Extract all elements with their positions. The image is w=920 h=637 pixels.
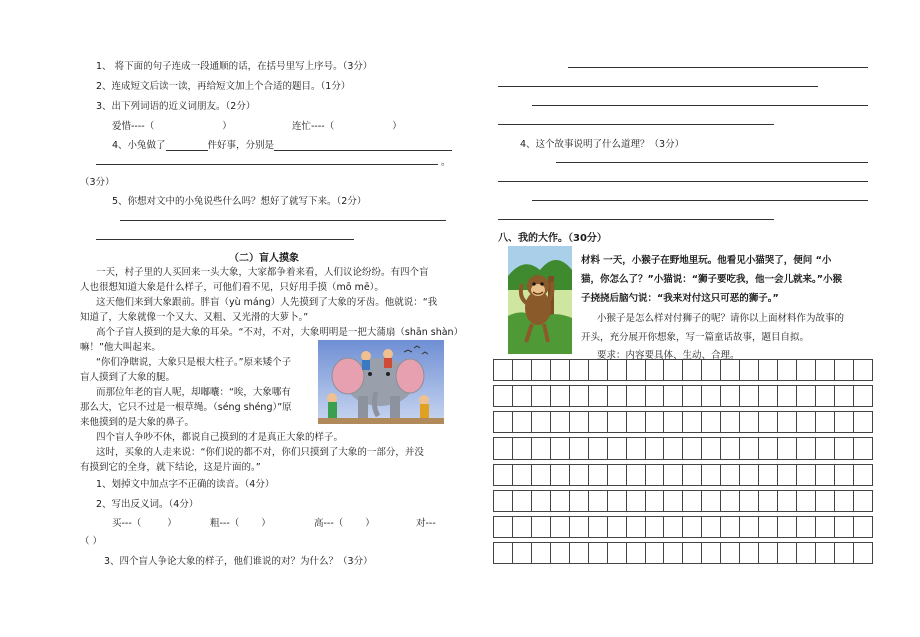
grid-cell[interactable] (494, 516, 513, 537)
grid-cell[interactable] (815, 542, 834, 563)
grid-cell[interactable] (740, 438, 759, 459)
grid-cell[interactable] (512, 438, 531, 459)
grid-cell[interactable] (834, 516, 853, 537)
grid-cell[interactable] (683, 542, 702, 563)
antonym-buy (112, 515, 177, 529)
antonym-buy-label: 买---（ (112, 518, 142, 529)
grid-cell[interactable] (702, 360, 721, 381)
grid-cell[interactable] (607, 542, 626, 563)
grid-cell[interactable] (664, 542, 683, 563)
grid-cell[interactable] (815, 516, 834, 537)
grid-cell[interactable] (664, 360, 683, 381)
passage-line-6: 嘛！”他大叫起来。 (80, 342, 161, 353)
passage-line-11: 来他摸到的是大象的鼻子。 (80, 417, 195, 428)
grid-cell[interactable] (645, 464, 664, 485)
q4-answer-blank[interactable] (274, 141, 452, 151)
grid-cell[interactable] (531, 490, 550, 511)
passage-line-4: 知道了，大象就像一个又大、又粗、又光滑的大萝卜。” (80, 312, 309, 323)
grid-cell[interactable] (607, 490, 626, 511)
grid-cell[interactable] (815, 438, 834, 459)
grid-cell[interactable] (512, 542, 531, 563)
grid-cell[interactable] (834, 386, 853, 407)
grid-cell[interactable] (683, 464, 702, 485)
grid-cell[interactable] (853, 542, 872, 563)
grid-cell[interactable] (550, 438, 569, 459)
grid-cell[interactable] (740, 412, 759, 433)
grid-cell[interactable] (645, 360, 664, 381)
grid-cell[interactable] (853, 516, 872, 537)
grid-cell[interactable] (815, 360, 834, 381)
grid-cell[interactable] (588, 516, 607, 537)
antonym-buy-close: ） (167, 518, 177, 529)
grid-cell[interactable] (740, 464, 759, 485)
grid-cell[interactable] (607, 360, 626, 381)
synonym-item-1 (112, 118, 232, 132)
question-1: 1、 将下面的句子连成一段通顺的话，在括号里写上序号。（3分） (96, 61, 373, 72)
grid-cell[interactable] (759, 386, 778, 407)
grid-cell[interactable] (853, 438, 872, 459)
synonym-item-2 (292, 118, 402, 132)
grid-cell[interactable] (702, 412, 721, 433)
question-4 (112, 137, 452, 151)
grid-cell[interactable] (683, 412, 702, 433)
grid-cell[interactable] (512, 464, 531, 485)
grid-cell[interactable] (512, 360, 531, 381)
grid-cell[interactable] (588, 386, 607, 407)
grid-cell[interactable] (588, 464, 607, 485)
grid-cell[interactable] (569, 490, 588, 511)
question-2: 2、连成短文后读一读，再给短文加上个合适的题目。（1分） (96, 81, 351, 92)
grid-cell[interactable] (759, 412, 778, 433)
q1-answer-line-3[interactable] (532, 105, 868, 106)
grid-cell[interactable] (607, 438, 626, 459)
grid-cell[interactable] (853, 386, 872, 407)
grid-cell[interactable] (740, 516, 759, 537)
grid-cell[interactable] (607, 412, 626, 433)
grid-cell[interactable] (512, 516, 531, 537)
antonym-thick-label: 粗---（ (210, 518, 240, 529)
grid-cell[interactable] (683, 360, 702, 381)
grid-cell[interactable] (494, 464, 513, 485)
grid-cell[interactable] (683, 386, 702, 407)
synonym-label-1: 爱惜----（ (112, 121, 155, 132)
grid-cell[interactable] (512, 490, 531, 511)
grid-cell[interactable] (531, 412, 550, 433)
grid-row (494, 490, 873, 511)
q1-answer-line-2[interactable] (498, 86, 818, 87)
prompt-line-2: 开头，充分展开你想象，写一篇童话故事，题目自拟。 (581, 332, 810, 343)
grid-cell[interactable] (797, 516, 816, 537)
antonym-tall (314, 515, 375, 529)
grid-cell[interactable] (721, 412, 740, 433)
prompt-line-1: 小猴子是怎么样对付狮子的呢？请你以上面材料作为故事的 (597, 313, 845, 324)
antonym-thick (210, 515, 271, 529)
grid-cell[interactable] (626, 490, 645, 511)
elephant-illustration-icon (318, 340, 444, 424)
grid-cell[interactable] (721, 386, 740, 407)
grid-cell[interactable] (778, 438, 797, 459)
grid-cell[interactable] (645, 516, 664, 537)
synonym-label-2: 连忙----（ (292, 121, 335, 132)
question-3: 3、出下列词语的近义词朋友。（2分） (96, 101, 256, 112)
antonym-tall-close: ） (365, 518, 375, 529)
grid-cell[interactable] (853, 412, 872, 433)
grid-cell[interactable] (778, 516, 797, 537)
grid-cell[interactable] (815, 412, 834, 433)
grid-cell[interactable] (721, 542, 740, 563)
grid-cell[interactable] (797, 360, 816, 381)
grid-cell[interactable] (531, 360, 550, 381)
antonym-tall-label: 高---（ (314, 518, 344, 529)
grid-cell[interactable] (759, 490, 778, 511)
grid-cell[interactable] (740, 386, 759, 407)
grid-cell[interactable] (740, 542, 759, 563)
q4-middle: 件好事，分别是 (207, 140, 275, 151)
passage-line-8: 盲人摸到了大象的腿。 (80, 372, 176, 383)
passage-line-3: 这天他们来到大象跟前。胖盲（yù máng）人先摸到了大象的牙齿。他就说：“我 (96, 297, 438, 308)
grid-cell[interactable] (778, 464, 797, 485)
grid-row (494, 516, 873, 537)
grid-cell[interactable] (664, 412, 683, 433)
q4-reason-line-3[interactable] (532, 200, 868, 201)
grid-row (494, 438, 873, 459)
grid-cell[interactable] (778, 542, 797, 563)
grid-cell[interactable] (759, 360, 778, 381)
grid-cell[interactable] (721, 464, 740, 485)
q4-reason-line-1[interactable] (556, 162, 868, 163)
passage-line-12: 四个盲人争吵不休，都说自己摸到的才是真正大象的样子。 (96, 432, 344, 443)
grid-cell[interactable] (588, 360, 607, 381)
q4-prefix: 4、小兔做了 (112, 140, 166, 151)
grid-cell[interactable] (834, 412, 853, 433)
grid-cell[interactable] (626, 516, 645, 537)
grid-cell[interactable] (683, 516, 702, 537)
grid-cell[interactable] (569, 412, 588, 433)
grid-cell[interactable] (853, 490, 872, 511)
grid-cell[interactable] (778, 386, 797, 407)
grid-row (494, 464, 873, 485)
grid-cell[interactable] (550, 542, 569, 563)
grid-cell[interactable] (702, 490, 721, 511)
passage-question-3: 3、四个盲人争论大象的样子，他们谁说的对？为什么？（3分） (104, 556, 373, 567)
q5-answer-line-2[interactable] (96, 239, 354, 240)
grid-cell[interactable] (626, 438, 645, 459)
material-line-3: 子挠挠后脑勺说：“我来对付这只可恶的狮子。” (581, 293, 779, 304)
passage-question-2: 2、写出反义词。（4分） (96, 499, 199, 510)
grid-cell[interactable] (759, 542, 778, 563)
passage-line-9: 而那位年老的盲人呢，却嘟囔：“唉，大象哪有 (96, 387, 291, 398)
grid-cell[interactable] (531, 464, 550, 485)
grid-cell[interactable] (702, 386, 721, 407)
grid-row (494, 412, 873, 433)
grid-cell[interactable] (645, 386, 664, 407)
monkey-illustration-icon (508, 246, 572, 354)
grid-cell[interactable] (569, 386, 588, 407)
writing-grid[interactable] (493, 359, 873, 564)
grid-cell[interactable] (569, 464, 588, 485)
grid-cell[interactable] (740, 360, 759, 381)
grid-row (494, 360, 873, 381)
q5-answer-line-1[interactable] (120, 220, 446, 221)
q4-count-blank[interactable] (166, 141, 208, 151)
writing-grid-table[interactable] (493, 359, 873, 564)
grid-cell[interactable] (778, 490, 797, 511)
grid-cell[interactable] (626, 360, 645, 381)
grid-cell[interactable] (626, 412, 645, 433)
grid-cell[interactable] (512, 386, 531, 407)
grid-cell[interactable] (512, 412, 531, 433)
passage-line-2: 人也很想知道大象是什么样子，可他们看不见，只好用手摸（mō mē）。 (80, 282, 384, 293)
grid-cell[interactable] (797, 386, 816, 407)
antonym-thick-close: ） (261, 518, 271, 529)
section-8-title: 八、我的大作。（30分） (498, 233, 607, 244)
q4-reason-line-4[interactable] (498, 219, 774, 220)
material-line-2: 猫，你怎么了？”小猫说：“狮子要吃我，他一会儿就来。”小猴 (581, 274, 842, 285)
passage-question-1: 1、划掉文中加点字不正确的读音。（4分） (96, 479, 275, 490)
grid-cell[interactable] (778, 360, 797, 381)
grid-cell[interactable] (550, 386, 569, 407)
q4-score: （3分） (80, 177, 115, 188)
passage-line-13: 这时，买象的人走来说：“你们说的都不对，你们只摸到了大象的一部分，并没 (96, 447, 424, 458)
grid-cell[interactable] (550, 412, 569, 433)
grid-cell[interactable] (797, 438, 816, 459)
grid-cell[interactable] (853, 464, 872, 485)
grid-cell[interactable] (607, 516, 626, 537)
grid-cell[interactable] (664, 464, 683, 485)
passage-line-7: “你们净瞎说，大象只是根大柱子。”原来矮个子 (96, 357, 292, 368)
grid-cell[interactable] (702, 464, 721, 485)
grid-cell[interactable] (683, 490, 702, 511)
grid-cell[interactable] (721, 360, 740, 381)
antonym-right-answer[interactable]: （ ） (80, 536, 103, 547)
grid-cell[interactable] (588, 438, 607, 459)
grid-cell[interactable] (531, 386, 550, 407)
grid-cell[interactable] (740, 490, 759, 511)
grid-cell[interactable] (664, 386, 683, 407)
grid-cell[interactable] (702, 542, 721, 563)
grid-cell[interactable] (588, 490, 607, 511)
grid-cell[interactable] (683, 438, 702, 459)
grid-cell[interactable] (494, 360, 513, 381)
grid-cell[interactable] (550, 464, 569, 485)
grid-cell[interactable] (607, 386, 626, 407)
grid-cell[interactable] (607, 464, 626, 485)
q4-answer-line[interactable] (96, 164, 438, 165)
grid-cell[interactable] (759, 438, 778, 459)
grid-cell[interactable] (550, 516, 569, 537)
q1-answer-line-1[interactable] (568, 67, 868, 68)
grid-cell[interactable] (531, 542, 550, 563)
grid-cell[interactable] (531, 438, 550, 459)
q4-reason-line-2[interactable] (498, 181, 868, 182)
passage-line-5: 高个子盲人摸到的是大象的耳朵。“不对，不对，大象明明是一把大蒲扇（shān shàn） (96, 327, 464, 338)
grid-cell[interactable] (797, 542, 816, 563)
material-line-1: 材料 一天，小猴子在野地里玩。他看见小猫哭了，便问 “小 (581, 255, 832, 266)
grid-cell[interactable] (853, 360, 872, 381)
grid-cell[interactable] (626, 464, 645, 485)
antonym-right-label: 对--- (416, 518, 436, 529)
grid-cell[interactable] (645, 412, 664, 433)
grid-cell[interactable] (797, 490, 816, 511)
grid-cell[interactable] (702, 438, 721, 459)
grid-cell[interactable] (721, 438, 740, 459)
grid-cell[interactable] (834, 464, 853, 485)
grid-cell[interactable] (569, 542, 588, 563)
question-5: 5、你想对文中的小兔说些什么吗？想好了就写下来。（2分） (112, 196, 367, 207)
grid-cell[interactable] (645, 490, 664, 511)
grid-cell[interactable] (569, 438, 588, 459)
grid-cell[interactable] (588, 542, 607, 563)
grid-cell[interactable] (664, 438, 683, 459)
q1-answer-line-4[interactable] (498, 124, 774, 125)
grid-cell[interactable] (645, 438, 664, 459)
grid-cell[interactable] (815, 464, 834, 485)
grid-cell[interactable] (815, 386, 834, 407)
grid-cell[interactable] (550, 360, 569, 381)
grid-cell[interactable] (759, 464, 778, 485)
grid-cell[interactable] (797, 464, 816, 485)
grid-cell[interactable] (834, 490, 853, 511)
grid-cell[interactable] (834, 438, 853, 459)
grid-cell[interactable] (531, 516, 550, 537)
grid-cell[interactable] (834, 360, 853, 381)
passage-line-1: 一天，村子里的人买回来一头大象，大家都争着来看，人们议论纷纷。有四个盲 (96, 267, 429, 278)
grid-cell[interactable] (815, 490, 834, 511)
grid-cell[interactable] (494, 412, 513, 433)
grid-cell[interactable] (626, 542, 645, 563)
passage-line-14: 有摸到它的全身，就下结论，这是片面的。” (80, 462, 261, 473)
passage-line-10: 那么大，它只不过是一根草绳。（séng shéng）”原 (80, 402, 292, 413)
grid-row (494, 542, 873, 563)
grid-cell[interactable] (569, 360, 588, 381)
grid-cell[interactable] (494, 386, 513, 407)
section-2-title: （二）盲人摸象 (229, 253, 299, 264)
grid-cell[interactable] (550, 490, 569, 511)
grid-row (494, 386, 873, 407)
grid-cell[interactable] (588, 412, 607, 433)
grid-cell[interactable] (721, 490, 740, 511)
grid-cell[interactable] (759, 516, 778, 537)
requirement: 要求：内容要具体、生动、合理。 (597, 350, 740, 361)
synonym-close-1: ） (222, 121, 232, 132)
grid-cell[interactable] (494, 490, 513, 511)
q4-period: 。 (441, 157, 451, 168)
grid-cell[interactable] (721, 516, 740, 537)
passage-question-4: 4、这个故事说明了什么道理？（3分） (520, 139, 685, 150)
grid-cell[interactable] (702, 516, 721, 537)
grid-cell[interactable] (778, 412, 797, 433)
grid-cell[interactable] (645, 542, 664, 563)
grid-cell[interactable] (569, 516, 588, 537)
grid-cell[interactable] (664, 516, 683, 537)
grid-cell[interactable] (626, 386, 645, 407)
grid-cell[interactable] (834, 542, 853, 563)
synonym-close-2: ） (392, 121, 402, 132)
grid-cell[interactable] (797, 412, 816, 433)
grid-cell[interactable] (494, 542, 513, 563)
grid-cell[interactable] (494, 438, 513, 459)
grid-cell[interactable] (664, 490, 683, 511)
